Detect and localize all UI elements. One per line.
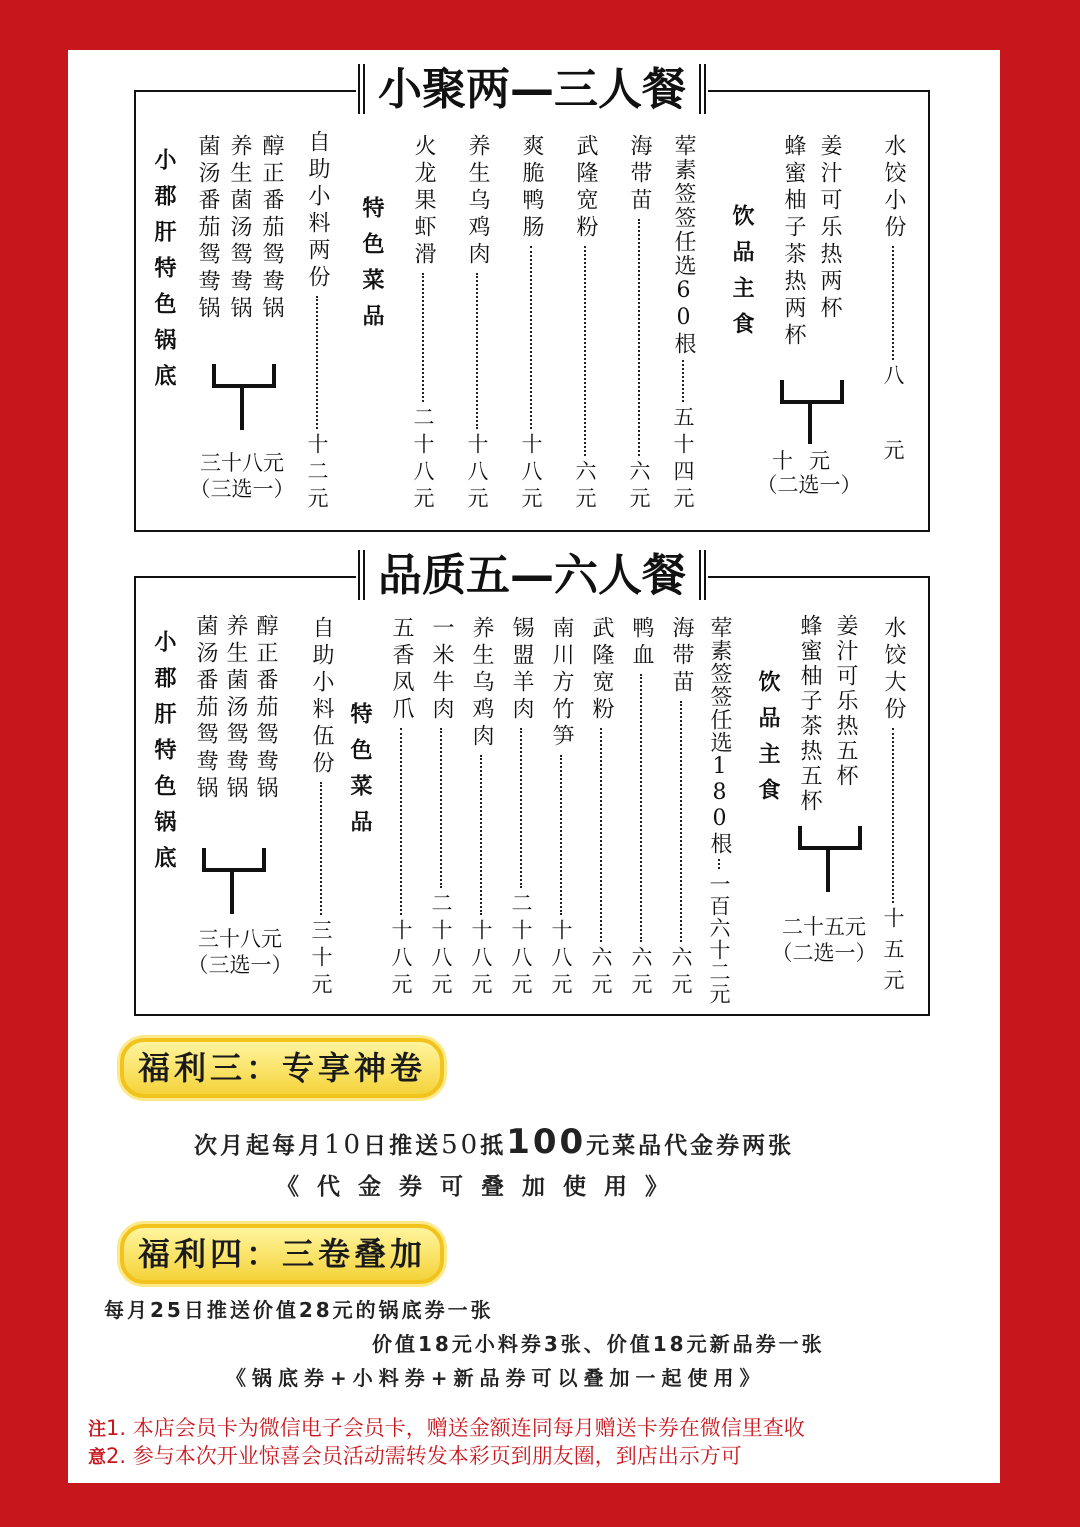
- set2-base-bracket: [202, 848, 266, 872]
- set2-dish-price: 十八元: [389, 919, 413, 1000]
- set2-drink-option: 蜂蜜柚子茶热五杯: [797, 614, 822, 814]
- set2-sauce-price: 三十元: [309, 919, 333, 1000]
- benefit4-line2: 价值18元小料券3张、价值18元新品券一张: [372, 1332, 825, 1356]
- set2-dish-price: 六元: [629, 946, 653, 1000]
- set1-dumpling-price: 八元: [881, 364, 905, 514]
- set2-base-price: 三十八元: [198, 927, 282, 951]
- set1-dish-name: 火龙果虾滑: [411, 134, 436, 269]
- leader-dots: [718, 859, 720, 869]
- set2-base-choice: （三选一）: [187, 953, 293, 977]
- set2-base-option: 菌汤番茄鸳鸯锅: [193, 614, 218, 803]
- leader-dots: [440, 728, 442, 888]
- set1-title: 小聚两—三人餐: [356, 56, 708, 124]
- set2-drinks-choice: （二选一）: [771, 941, 877, 965]
- benefit4-line3: 《锅底券+小料券+新品券可以叠加一起使用》: [226, 1366, 766, 1390]
- leader-dots: [530, 246, 532, 429]
- set1-box: [134, 64, 930, 532]
- leader-dots: [638, 219, 640, 456]
- leader-dots: [400, 728, 402, 915]
- set2-dish-price: 六元: [669, 946, 693, 1000]
- notice-label: 意: [88, 1447, 106, 1468]
- set2-dish-price: 二十八元: [509, 892, 533, 1000]
- set1-dishes-heading: 特色菜品: [359, 196, 384, 340]
- set1-drinks-choice: （二选一）: [756, 473, 862, 497]
- notice-line2: [88, 1440, 742, 1470]
- set2-dish-price: 十八元: [549, 919, 573, 1000]
- leader-dots: [640, 674, 642, 942]
- set2-dish-name: 荤素签签任选180根: [707, 616, 732, 855]
- set1-dish-price: 二十八元: [411, 406, 435, 514]
- benefit4-line1: 每月25日推送价值28元的锅底券一张: [104, 1298, 494, 1322]
- benefit3-text-d: 元菜品代金券两张: [586, 1133, 795, 1159]
- leader-dots: [892, 246, 894, 360]
- set1-base-option: 养生菌汤鸳鸯锅: [227, 134, 252, 323]
- benefit4-badge: 福利四：三卷叠加: [120, 1224, 444, 1284]
- leader-dots: [682, 360, 684, 402]
- set1-base-option: 醇正番茄鸳鸯锅: [259, 134, 284, 323]
- set1-base-bracket: [212, 364, 276, 388]
- set2-drink-option: 姜汁可乐热五杯: [833, 614, 858, 789]
- paper-sheet: [68, 50, 1000, 1483]
- set1-dish-name: 武隆宽粉: [573, 134, 598, 242]
- benefit3-amount-big: 100: [506, 1122, 587, 1162]
- set1-drink-option: 姜汁可乐热两杯: [817, 134, 842, 323]
- benefit3-badge: 福利三：专享神卷: [120, 1038, 444, 1098]
- set1-dish-price: 六元: [627, 460, 651, 514]
- benefit3-note: 《代金券可叠加使用》: [276, 1174, 686, 1200]
- set2-box: [134, 550, 930, 1016]
- leader-dots: [560, 755, 562, 915]
- set1-dumpling-name: 水饺小份: [881, 134, 906, 242]
- leader-dots: [600, 728, 602, 942]
- set2-dish-price: 十八元: [469, 919, 493, 1000]
- benefit3-amount-small: 50: [441, 1130, 481, 1160]
- set2-sauce-name: 自助小料伍份: [309, 616, 334, 778]
- notice-item: 2. 参与本次开业惊喜会员活动需转发本彩页到朋友圈，到店出示方可: [106, 1444, 742, 1468]
- leader-dots: [422, 273, 424, 402]
- set1-drinks-stem: [808, 400, 812, 444]
- set2-dish-name: 南川方竹笋: [549, 616, 574, 751]
- leader-dots: [680, 701, 682, 942]
- set1-dish-name: 荤素签签任选60根: [671, 134, 696, 356]
- set2-dishes-heading: 特色菜品: [347, 702, 372, 846]
- benefit3-day: 10: [324, 1130, 364, 1160]
- set2-drinks-stem: [826, 846, 830, 892]
- set1-sauce-name: 自助小料两份: [305, 130, 330, 292]
- set2-dish-price: 六元: [589, 946, 613, 1000]
- set2-dumpling-name: 水饺大份: [881, 616, 906, 724]
- benefit3-text-b: 日推送: [363, 1133, 442, 1159]
- set2-title: 品质五—六人餐: [356, 542, 708, 610]
- set2-dish-name: 武隆宽粉: [589, 616, 614, 724]
- set2-dish-price: 一百六十二元: [707, 873, 731, 1005]
- set2-dish-name: 海带苗: [669, 616, 694, 697]
- set1-drinks-heading: 饮品主食: [729, 204, 754, 348]
- set1-drinks-price: 十元: [772, 449, 846, 473]
- set1-dish-price: 十八元: [519, 433, 543, 514]
- set2-dish-name: 一米牛肉: [429, 616, 454, 724]
- set2-base-option: 醇正番茄鸳鸯锅: [253, 614, 278, 803]
- leader-dots: [476, 273, 478, 429]
- leader-dots: [584, 246, 586, 456]
- set1-base-heading: 小郡肝特色锅底: [151, 148, 176, 400]
- leader-dots: [480, 755, 482, 915]
- set2-dish-name: 养生乌鸡肉: [469, 616, 494, 751]
- set2-dish-name: 鸭血: [629, 616, 654, 670]
- set2-dish-name: 锡盟羊肉: [509, 616, 534, 724]
- notice-line1: [88, 1412, 805, 1442]
- set1-dish-price: 五十四元: [671, 406, 695, 514]
- leader-dots: [316, 296, 318, 429]
- notice-item: 1. 本店会员卡为微信电子会员卡，赠送金额连同每月赠送卡券在微信里查收: [106, 1416, 805, 1440]
- leader-dots: [320, 782, 322, 915]
- set1-drinks-bracket: [780, 380, 844, 404]
- set1-base-price: 三十八元: [200, 451, 284, 475]
- set1-base-choice: （三选一）: [189, 477, 295, 501]
- set1-sauce-price: 十二元: [305, 433, 329, 514]
- benefit3-text-a: 次月起每月: [194, 1133, 324, 1159]
- set1-base-option: 菌汤番茄鸳鸯锅: [195, 134, 220, 323]
- leader-dots: [892, 728, 894, 903]
- set2-drinks-bracket: [798, 826, 862, 850]
- set1-drink-option: 蜂蜜柚子茶热两杯: [781, 134, 806, 350]
- set2-dish-price: 二十八元: [429, 892, 453, 1000]
- benefit3-text-c: 抵: [480, 1133, 507, 1159]
- benefit3-line: [194, 1122, 794, 1162]
- set1-base-stem: [240, 384, 244, 430]
- notice-label: 注: [88, 1419, 106, 1440]
- set1-dish-price: 六元: [573, 460, 597, 514]
- set1-dish-name: 养生乌鸡肉: [465, 134, 490, 269]
- set2-dish-name: 五香凤爪: [389, 616, 414, 724]
- set2-base-option: 养生菌汤鸳鸯锅: [223, 614, 248, 803]
- set2-base-stem: [230, 868, 234, 914]
- set1-dish-price: 十八元: [465, 433, 489, 514]
- set1-dish-name: 爽脆鸭肠: [519, 134, 544, 242]
- set2-drinks-heading: 饮品主食: [755, 670, 780, 814]
- set1-dish-name: 海带苗: [627, 134, 652, 215]
- set2-base-heading: 小郡肝特色锅底: [151, 630, 176, 882]
- set2-drinks-price: 二十五元: [782, 915, 866, 939]
- leader-dots: [520, 728, 522, 888]
- set2-dumpling-price: 十五元: [881, 907, 905, 1000]
